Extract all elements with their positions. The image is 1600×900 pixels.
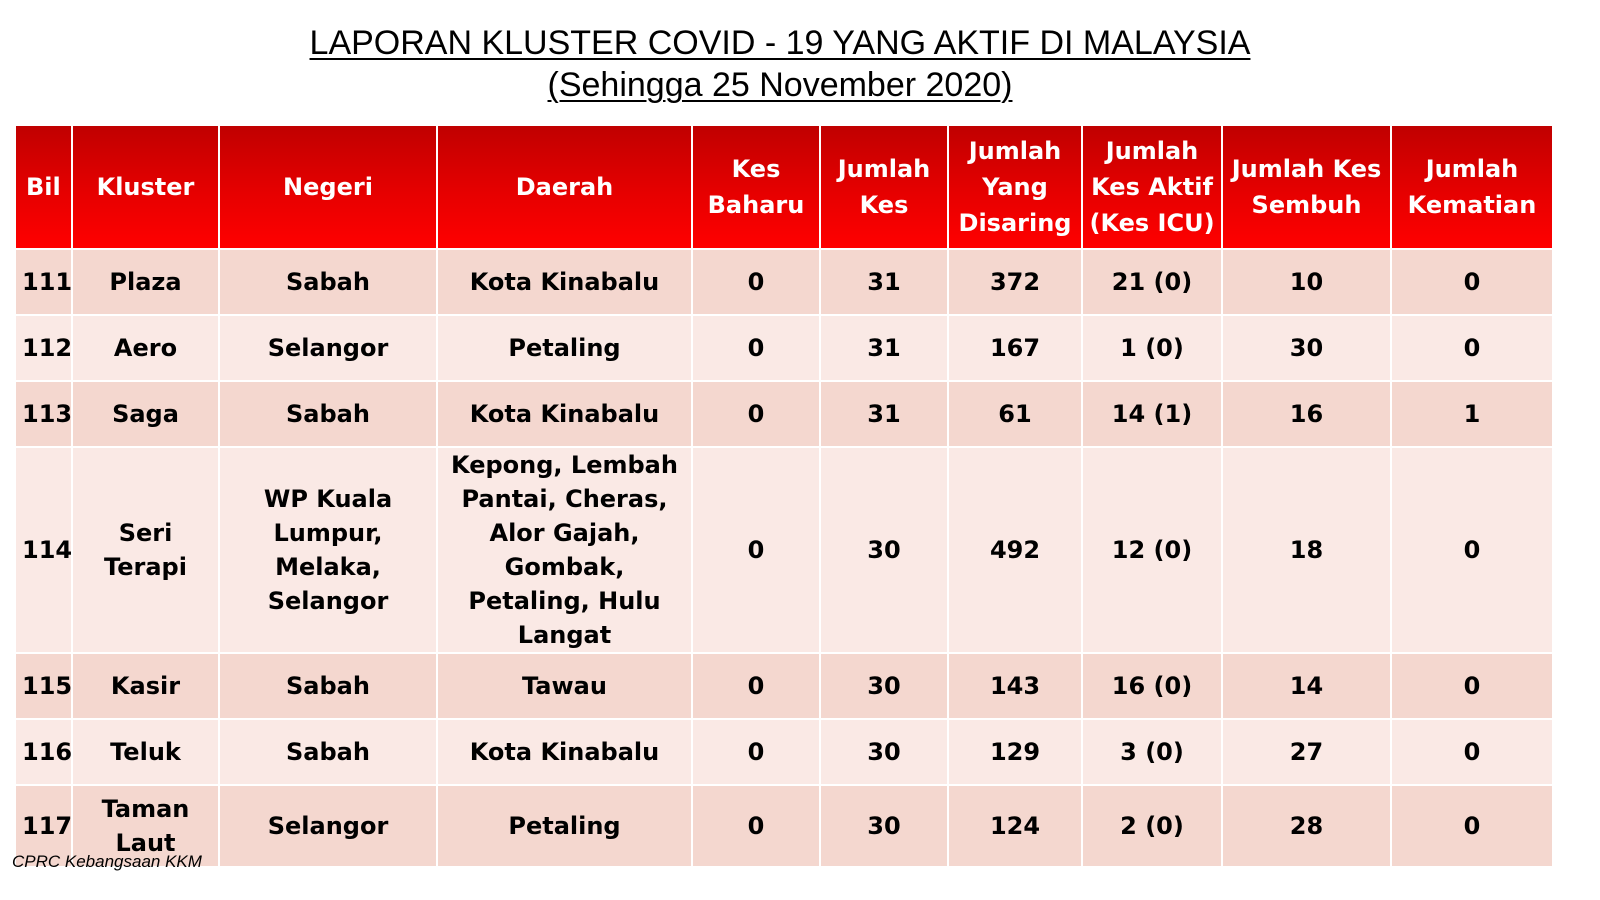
cell-jumlah-kes-sembuh: 28: [1222, 785, 1391, 867]
cell-kluster: Seri Terapi: [72, 447, 219, 653]
table-row: [15, 785, 1553, 867]
header-jumlah-kes: Jumlah Kes: [820, 125, 948, 249]
cluster-table: [14, 124, 1554, 868]
cell-jumlah-kes-aktif: 12 (0): [1082, 447, 1222, 653]
cell-jumlah-kematian: 0: [1391, 249, 1553, 315]
cell-jumlah-disaring: 129: [948, 719, 1082, 785]
cell-bil: 114: [15, 447, 72, 653]
header-jumlah-kes-aktif: Jumlah Kes Aktif (Kes ICU): [1082, 125, 1222, 249]
report-title-line1: LAPORAN KLUSTER COVID - 19 YANG AKTIF DI MALAYSIA: [309, 24, 1251, 62]
source-credit: CPRC Kebangsaan KKM: [12, 852, 202, 871]
table-row: [15, 381, 1553, 447]
cell-jumlah-kes: 31: [820, 315, 948, 381]
cell-jumlah-kes: 30: [820, 653, 948, 719]
cell-kes-baharu: 0: [692, 381, 820, 447]
table-row: [15, 719, 1553, 785]
cell-jumlah-kes-sembuh: 18: [1222, 447, 1391, 653]
cell-negeri: Sabah: [219, 653, 437, 719]
cell-bil: 116: [15, 719, 72, 785]
cell-kluster: Plaza: [72, 249, 219, 315]
header-bil: Bil: [15, 125, 72, 249]
cell-jumlah-disaring: 124: [948, 785, 1082, 867]
cell-daerah: Petaling: [437, 785, 692, 867]
cell-jumlah-kematian: 0: [1391, 785, 1553, 867]
cell-daerah: Kepong, Lembah Pantai, Cheras, Alor Gajah, Gombak, Petaling, Hulu Langat: [437, 447, 692, 653]
cell-jumlah-kes-sembuh: 27: [1222, 719, 1391, 785]
cell-negeri: Selangor: [219, 785, 437, 867]
cell-daerah: Petaling: [437, 315, 692, 381]
cell-jumlah-kematian: 0: [1391, 447, 1553, 653]
report-title: [0, 22, 1560, 106]
cell-kes-baharu: 0: [692, 315, 820, 381]
cell-daerah: Tawau: [437, 653, 692, 719]
cell-kes-baharu: 0: [692, 653, 820, 719]
cell-bil: 115: [15, 653, 72, 719]
cell-kluster: Teluk: [72, 719, 219, 785]
table-row: [15, 447, 1553, 653]
cell-kes-baharu: 0: [692, 447, 820, 653]
cell-jumlah-kes-aktif: 2 (0): [1082, 785, 1222, 867]
cell-bil: 111: [15, 249, 72, 315]
cell-jumlah-kes: 31: [820, 249, 948, 315]
cell-negeri: Sabah: [219, 249, 437, 315]
cell-kes-baharu: 0: [692, 785, 820, 867]
cell-bil: 117: [15, 785, 72, 867]
header-kes-baharu: Kes Baharu: [692, 125, 820, 249]
cell-jumlah-kes-aktif: 3 (0): [1082, 719, 1222, 785]
cell-negeri: Selangor: [219, 315, 437, 381]
header-negeri: Negeri: [219, 125, 437, 249]
cell-jumlah-kematian: 0: [1391, 719, 1553, 785]
cell-negeri: Sabah: [219, 381, 437, 447]
cell-daerah: Kota Kinabalu: [437, 249, 692, 315]
cell-kluster: Kasir: [72, 653, 219, 719]
cell-jumlah-disaring: 143: [948, 653, 1082, 719]
table-row: [15, 315, 1553, 381]
header-kluster: Kluster: [72, 125, 219, 249]
cell-jumlah-kes: 30: [820, 447, 948, 653]
cell-kluster: Saga: [72, 381, 219, 447]
cell-kluster: Taman Laut: [72, 785, 219, 867]
cell-bil: 113: [15, 381, 72, 447]
cell-jumlah-kes-sembuh: 10: [1222, 249, 1391, 315]
cell-jumlah-kes-aktif: 21 (0): [1082, 249, 1222, 315]
header-jumlah-kes-sembuh: Jumlah Kes Sembuh: [1222, 125, 1391, 249]
cell-jumlah-kes-sembuh: 14: [1222, 653, 1391, 719]
cell-jumlah-kematian: 1: [1391, 381, 1553, 447]
cell-jumlah-kes-aktif: 1 (0): [1082, 315, 1222, 381]
cell-daerah: Kota Kinabalu: [437, 381, 692, 447]
table-row: [15, 653, 1553, 719]
cell-jumlah-kes-aktif: 16 (0): [1082, 653, 1222, 719]
cell-jumlah-kes-sembuh: 16: [1222, 381, 1391, 447]
report-title-line2: (Sehingga 25 November 2020): [547, 66, 1013, 104]
cell-jumlah-disaring: 61: [948, 381, 1082, 447]
cell-kes-baharu: 0: [692, 719, 820, 785]
cell-jumlah-kes-sembuh: 30: [1222, 315, 1391, 381]
header-jumlah-kematian: Jumlah Kematian: [1391, 125, 1553, 249]
cell-kes-baharu: 0: [692, 249, 820, 315]
header-daerah: Daerah: [437, 125, 692, 249]
cell-jumlah-kes-aktif: 14 (1): [1082, 381, 1222, 447]
cell-negeri: WP Kuala Lumpur, Melaka, Selangor: [219, 447, 437, 653]
cell-jumlah-disaring: 167: [948, 315, 1082, 381]
cell-jumlah-kes: 30: [820, 719, 948, 785]
cell-jumlah-kes: 30: [820, 785, 948, 867]
cell-jumlah-kematian: 0: [1391, 315, 1553, 381]
cell-bil: 112: [15, 315, 72, 381]
cell-kluster: Aero: [72, 315, 219, 381]
cell-negeri: Sabah: [219, 719, 437, 785]
header-jumlah-disaring: Jumlah Yang Disaring: [948, 125, 1082, 249]
cell-jumlah-disaring: 492: [948, 447, 1082, 653]
table-header-row: [15, 125, 1553, 249]
cell-jumlah-kes: 31: [820, 381, 948, 447]
cell-jumlah-kematian: 0: [1391, 653, 1553, 719]
cell-daerah: Kota Kinabalu: [437, 719, 692, 785]
table-row: [15, 249, 1553, 315]
cell-jumlah-disaring: 372: [948, 249, 1082, 315]
